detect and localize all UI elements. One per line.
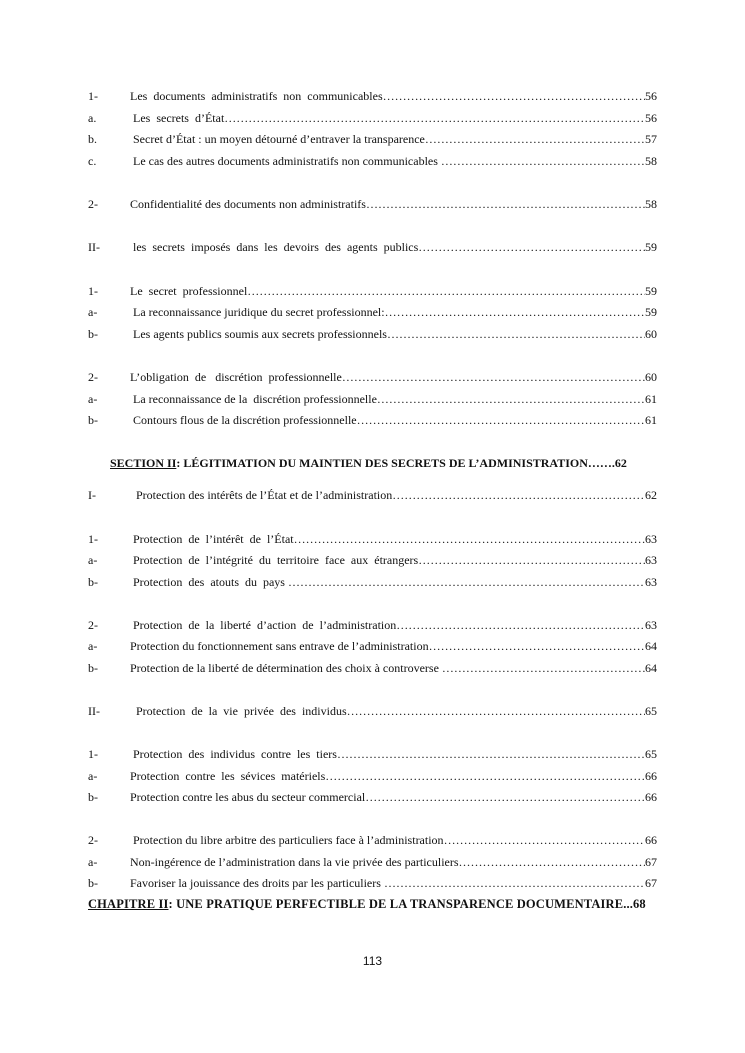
toc-entry [88,874,657,892]
toc-leader-dots [418,238,645,256]
toc-number: a- [88,769,98,783]
toc-entry [88,368,657,386]
toc-entry [88,853,657,871]
chapter-title: : UNE PRATIQUE PERFECTIBLE DE LA TRANSPARENCE DOCUMENTAIRE [168,897,624,911]
toc-page: 67 [645,855,657,869]
toc-number: b- [88,790,98,804]
toc-number: a- [88,392,98,406]
toc-entry [88,831,657,849]
toc-text: Protection des intérêts de l’État et de l’administration [136,488,393,502]
toc-entry [88,325,657,343]
toc-page: 67 [645,876,657,890]
toc-text: Secret d’État : un moyen détourné d’entraver la transparence [133,132,425,146]
toc-number: a- [88,639,98,653]
toc-entry [88,788,657,806]
toc-leader-dots [294,530,645,548]
toc-page: 59 [645,240,657,254]
toc-page: 66 [645,769,657,783]
toc-number: b- [88,413,98,427]
toc-entry [88,411,657,429]
toc-page: 66 [645,833,657,847]
toc-text: Protection de la liberté d’action de l’administration [133,618,397,632]
toc-number: b- [88,876,98,890]
toc-leader-dots [247,282,645,300]
toc-page: 64 [645,639,657,653]
toc-page: 66 [645,790,657,804]
toc-text: L’obligation de discrétion professionnelle [130,370,342,384]
toc-leader-dots [385,303,645,321]
toc-page: 59 [645,305,657,319]
toc-page: 60 [645,370,657,384]
toc-number: 1- [88,747,98,761]
toc-page: 61 [645,392,657,406]
toc-page: 65 [645,704,657,718]
toc-number: 1- [88,89,98,103]
toc-text: les secrets imposés dans les devoirs des agents publics [133,240,419,254]
toc-text: La reconnaissance de la discrétion professionnelle [133,392,377,406]
toc-number: b- [88,327,98,341]
toc-number: II- [88,240,100,254]
toc-text: La reconnaissance juridique du secret professionnel: [133,305,385,319]
toc-number: b- [88,575,98,589]
toc-leader-dots [396,616,645,634]
section-page: 62 [614,456,627,470]
section-heading [110,453,657,473]
toc-number: a- [88,855,98,869]
toc-leader-dots [442,659,645,677]
toc-page: 63 [645,575,657,589]
toc-entry [88,195,657,213]
toc-text: Les agents publics soumis aux secrets professionnels [133,327,387,341]
section-title: : LÉGITIMATION DU MAINTIEN DES SECRETS DE L’ADMINISTRATION [176,456,588,470]
toc-entry [88,551,657,569]
toc-leader-dots [383,87,645,105]
chapter-dots: ... [623,897,634,911]
toc-leader-dots [429,637,645,655]
toc-entry [88,616,657,634]
toc-entry [88,282,657,300]
toc-text: Protection de l’intérêt de l’État [133,532,294,546]
toc-page: 58 [645,154,657,168]
toc-number: a. [88,111,97,125]
toc-number: 2- [88,618,98,632]
toc-page: 65 [645,747,657,761]
toc-entry [88,303,657,321]
toc-entry [88,659,657,677]
toc-text: Confidentialité des documents non administratifs [130,197,366,211]
toc-entry [88,702,657,720]
toc-entry [88,767,657,785]
toc-text: Protection des individus contre les tiers [133,747,337,761]
toc-leader-dots [347,702,645,720]
toc-text: Le secret professionnel [130,284,248,298]
toc-entry [88,130,657,148]
page-number: 113 [362,954,383,968]
toc-leader-dots [337,745,645,763]
toc-page: 56 [645,111,657,125]
toc-entry [88,573,657,591]
toc-text: Protection du libre arbitre des particuliers face à l’administration [133,833,444,847]
toc-text: Protection de l’intégrité du territoire face aux étrangers [133,553,419,567]
toc-leader-dots [342,368,645,386]
toc-number: a- [88,553,98,567]
toc-number: 1- [88,284,98,298]
toc-text: Favoriser la jouissance des droits par les particuliers [130,876,384,890]
toc-page: 61 [645,413,657,427]
toc-leader-dots [459,853,645,871]
toc-leader-dots [325,767,645,785]
toc-number: II- [88,704,100,718]
toc-entry [88,87,657,105]
toc-entry [88,486,657,504]
toc-text: Non-ingérence de l’administration dans la vie privée des particuliers [130,855,459,869]
toc-entry [88,109,657,127]
toc-page: 63 [645,553,657,567]
toc-number: 2- [88,197,98,211]
toc-entry [88,238,657,256]
toc-leader-dots [444,831,645,849]
toc-leader-dots [418,551,645,569]
toc-number: 1- [88,532,98,546]
toc-text: Protection des atouts du pays [133,575,288,589]
section-dots: ……. [587,456,615,470]
toc-entry [88,530,657,548]
toc-leader-dots [357,411,645,429]
toc-page: 60 [645,327,657,341]
toc-text: Les secrets d’État [133,111,225,125]
toc-leader-dots [224,109,645,127]
toc-text: Contours flous de la discrétion professionnelle [133,413,357,427]
chapter-page: 68 [633,897,646,911]
toc-text: Protection contre les abus du secteur commercial [130,790,366,804]
toc-number: b. [88,132,97,146]
chapter-heading [88,894,657,914]
toc-entry [88,390,657,408]
toc-number: a- [88,305,98,319]
toc-text: Le cas des autres documents administratifs non communicables [133,154,441,168]
toc-page: 62 [645,488,657,502]
toc-entry [88,152,657,170]
toc-page: 56 [645,89,657,103]
toc-number: b- [88,661,98,675]
toc-leader-dots [365,788,645,806]
toc-leader-dots [441,152,645,170]
toc-text: Protection contre les sévices matériels [130,769,326,783]
toc-text: Protection de la liberté de détermination des choix à controverse [130,661,442,675]
toc-page: 57 [645,132,657,146]
toc-page: 58 [645,197,657,211]
toc-text: Protection de la vie privée des individus [136,704,347,718]
toc-page: 63 [645,532,657,546]
toc-number: I- [88,488,96,502]
toc-page: 59 [645,284,657,298]
toc-page: 63 [645,618,657,632]
toc-entry [88,745,657,763]
toc-leader-dots [425,130,645,148]
toc-leader-dots [384,874,645,892]
toc-number: 2- [88,833,98,847]
toc-leader-dots [392,486,645,504]
chapter-label: CHAPITRE II [88,897,169,911]
toc-number: 2- [88,370,98,384]
toc-page: 64 [645,661,657,675]
toc-entry [88,637,657,655]
toc-text: Protection du fonctionnement sans entrave de l’administration [130,639,429,653]
toc-leader-dots [288,573,645,591]
toc-leader-dots [366,195,645,213]
toc-number: c. [88,154,97,168]
toc-leader-dots [377,390,645,408]
toc-leader-dots [387,325,645,343]
section-label: SECTION II [110,456,177,470]
toc-text: Les documents administratifs non communicables [130,89,383,103]
